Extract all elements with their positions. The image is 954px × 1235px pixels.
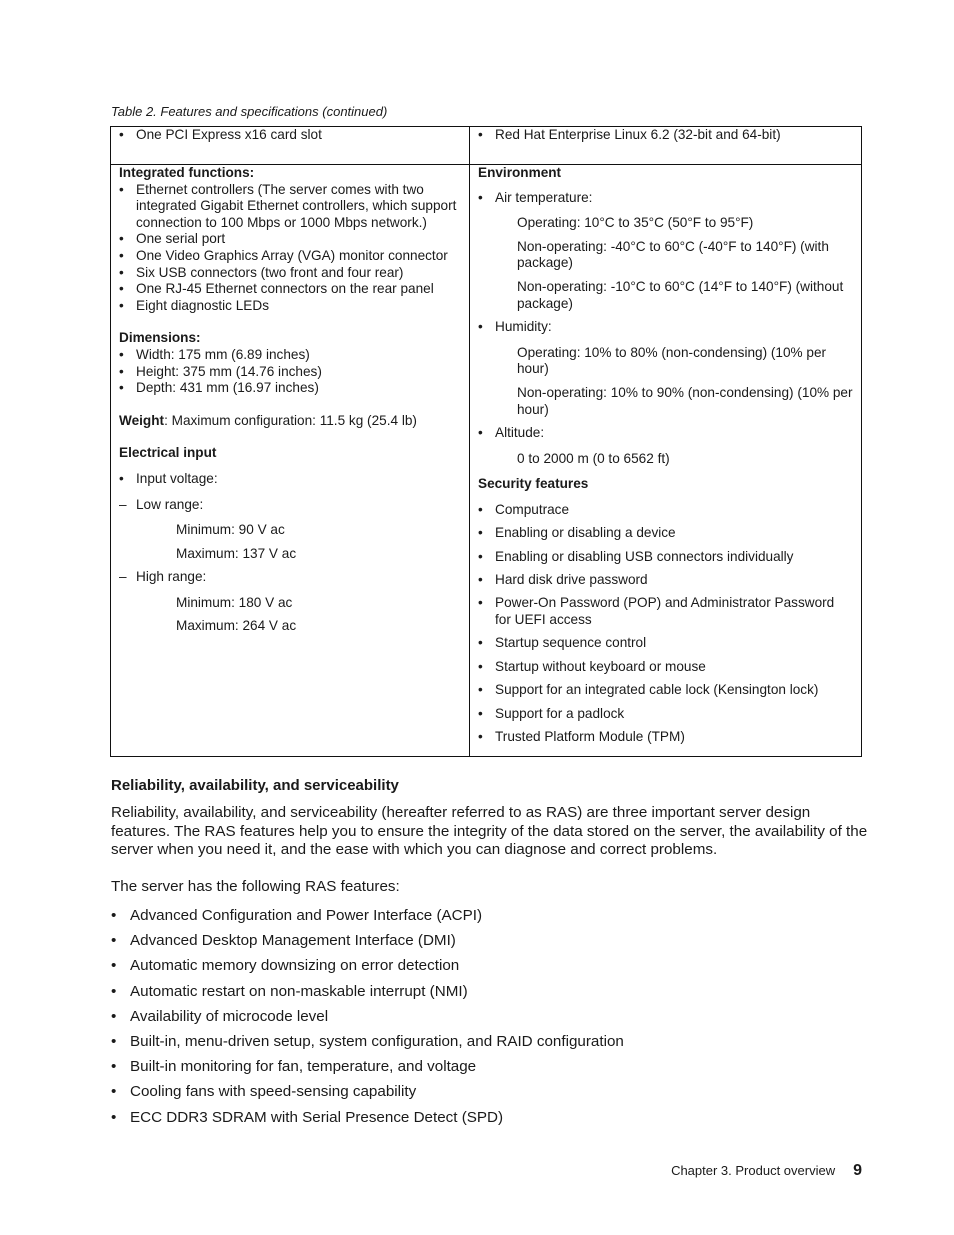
- table-cell: [111, 165, 470, 757]
- electrical-heading: Electrical input: [119, 445, 217, 461]
- list-item: • Enabling or disabling USB connectors individually: [478, 549, 853, 566]
- list-item: • Advanced Configuration and Power Interface (ACPI): [111, 905, 624, 930]
- list-item: • Input voltage:: [119, 471, 461, 488]
- air-operating: Operating: 10°C to 35°C (50°F to 95°F): [517, 215, 754, 231]
- list-item: • Automatic memory downsizing on error detection: [111, 955, 624, 980]
- altitude-value: 0 to 2000 m (0 to 6562 ft): [517, 450, 670, 466]
- security-heading: Security features: [478, 476, 589, 492]
- chapter-label: Chapter 3. Product overview: [671, 1163, 836, 1178]
- ras-intro: The server has the following RAS features:: [111, 878, 400, 895]
- section-title: Reliability, availability, and serviceability: [111, 777, 399, 794]
- table-row: [111, 165, 862, 757]
- high-min: Minimum: 180 V ac: [176, 594, 293, 610]
- high-max: Maximum: 264 V ac: [176, 618, 297, 634]
- low-min: Minimum: 90 V ac: [176, 522, 285, 538]
- weight-line: [119, 413, 461, 430]
- integrated-heading: Integrated functions:: [119, 165, 255, 180]
- list-item: • Enabling or disabling a device: [478, 525, 853, 542]
- list-item: • Ethernet controllers (The server comes with two integrated Gigabit Ethernet controllers, which support connection to 100 Mbps or 1000 Mbps network.): [119, 182, 461, 232]
- humidity-operating: Operating: 10% to 80% (non-condensing) (10% per hour): [517, 344, 827, 377]
- list-item: • Startup without keyboard or mouse: [478, 659, 853, 676]
- weight-text: : Maximum configuration: 11.5 kg (25.4 lb): [164, 412, 417, 428]
- low-max: Maximum: 137 V ac: [176, 545, 297, 561]
- list-item: • Red Hat Enterprise Linux 6.2 (32-bit and 64-bit): [478, 127, 853, 144]
- list-item: • Startup sequence control: [478, 635, 853, 652]
- list-item: • One PCI Express x16 card slot: [119, 127, 461, 144]
- list-item: • One serial port: [119, 231, 461, 248]
- list-item: • Width: 175 mm (6.89 inches): [119, 347, 461, 364]
- dimensions-list: [119, 347, 461, 397]
- list-item: • Support for an integrated cable lock (Kensington lock): [478, 682, 853, 699]
- list-item: • ECC DDR3 SDRAM with Serial Presence Detect (SPD): [111, 1107, 624, 1132]
- list-item: • Six USB connectors (two front and four rear): [119, 265, 461, 282]
- list-item: • Built-in, menu-driven setup, system configuration, and RAID configuration: [111, 1031, 624, 1056]
- dimensions-heading: Dimensions:: [119, 330, 201, 346]
- page-footer: [671, 1162, 862, 1180]
- environment-heading: Environment: [478, 165, 562, 180]
- page-number: 9: [853, 1162, 862, 1179]
- list-item: • One Video Graphics Array (VGA) monitor connector: [119, 248, 461, 265]
- table-cell: [111, 127, 470, 165]
- list-item: • Altitude:: [478, 425, 853, 442]
- list-item: • Humidity:: [478, 319, 853, 336]
- list-item: • Computrace: [478, 502, 853, 519]
- list-item: • Hard disk drive password: [478, 572, 853, 589]
- list-item: • Cooling fans with speed-sensing capability: [111, 1081, 624, 1106]
- list-item: • Eight diagnostic LEDs: [119, 298, 461, 315]
- specifications-table: [110, 126, 862, 757]
- list-item: • Trusted Platform Module (TPM): [478, 729, 853, 746]
- table-row: [111, 127, 862, 165]
- list-item: • Availability of microcode level: [111, 1006, 624, 1031]
- list-item: • Height: 375 mm (14.76 inches): [119, 364, 461, 381]
- ras-paragraph: Reliability, availability, and serviceability (hereafter referred to as RAS) are three important server design features. The RAS features help you to ensure the integrity of the data stored on the server, the availability of the server when you need it, and the ease with which you can diagnose and correct problems.: [111, 804, 868, 859]
- low-range: – Low range:: [119, 497, 461, 514]
- list-item: • Automatic restart on non-maskable interrupt (NMI): [111, 981, 624, 1006]
- weight-label: Weight: [119, 412, 165, 428]
- security-list: [478, 502, 853, 746]
- air-nonoperating-package: Non-operating: -40°C to 60°C (-40°F to 140°F) (with package): [517, 238, 829, 271]
- table-caption: Table 2. Features and specifications (continued): [111, 104, 388, 119]
- list-item: • Air temperature:: [478, 190, 853, 207]
- list-item: • Built-in monitoring for fan, temperature, and voltage: [111, 1056, 624, 1081]
- humidity-nonoperating: Non-operating: 10% to 90% (non-condensing) (10% per hour): [517, 384, 853, 417]
- list-item: • Power-On Password (POP) and Administrator Password for UEFI access: [478, 595, 853, 628]
- integrated-list: [119, 182, 461, 315]
- ras-features-list: [111, 905, 624, 1132]
- list-item: • Depth: 431 mm (16.97 inches): [119, 380, 461, 397]
- table-cell: [470, 127, 862, 165]
- list-item: • Support for a padlock: [478, 706, 853, 723]
- list-item: • One RJ-45 Ethernet connectors on the rear panel: [119, 281, 461, 298]
- high-range: – High range:: [119, 569, 461, 586]
- air-nonoperating-nopackage: Non-operating: -10°C to 60°C (14°F to 140°F) (without package): [517, 278, 844, 311]
- list-item: • Advanced Desktop Management Interface (DMI): [111, 930, 624, 955]
- table-cell: [470, 165, 862, 757]
